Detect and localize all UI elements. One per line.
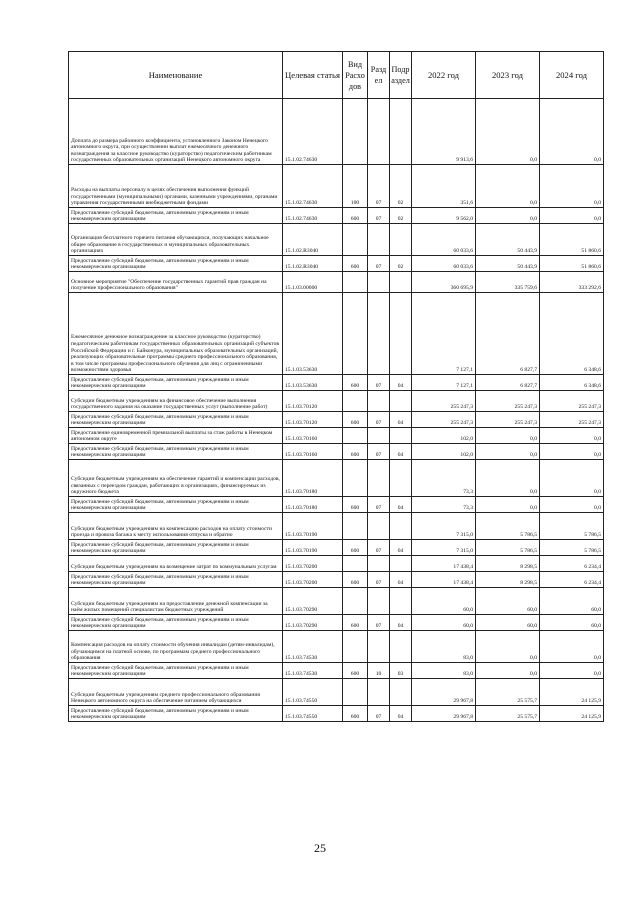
row-amount-2022: 60 033,6	[412, 224, 476, 256]
row-amount-2023: 0,0	[476, 208, 540, 224]
row-section: 07	[368, 208, 390, 224]
row-name: Субсидии бюджетным учреждениям на возмещение затрат по коммунальным услугам	[69, 556, 283, 572]
row-amount-2024: 333 292,6	[540, 272, 604, 293]
row-amount-2022: 7 315,0	[412, 540, 476, 556]
row-subsection	[390, 428, 412, 444]
row-name: Предоставление субсидий бюджетным, автономным учреждениям и иным некоммерческим организациям	[69, 208, 283, 224]
row-amount-2024: 0,0	[540, 208, 604, 224]
row-expense-kind: 600	[343, 615, 368, 631]
row-target-code: 15.1.03.70120	[283, 391, 343, 412]
row-expense-kind	[343, 588, 368, 615]
row-subsection	[390, 272, 412, 293]
row-amount-2024: 0,0	[540, 631, 604, 663]
table-row	[69, 679, 604, 706]
row-target-code: 15.1.03.74530	[283, 663, 343, 679]
row-subsection: 04	[390, 375, 412, 391]
header-target-article: Целевая статья	[283, 52, 343, 99]
row-amount-2023: 5 786,5	[476, 540, 540, 556]
row-section	[368, 679, 390, 706]
row-amount-2024: 6 234,4	[540, 572, 604, 588]
row-subsection: 04	[390, 497, 412, 513]
row-amount-2022: 102,0	[412, 444, 476, 460]
row-target-code: 15.1.03.70180	[283, 460, 343, 497]
row-amount-2022: 60 033,6	[412, 256, 476, 272]
row-section	[368, 513, 390, 540]
row-expense-kind	[343, 224, 368, 256]
row-section: 07	[368, 572, 390, 588]
row-amount-2024: 0,0	[540, 99, 604, 165]
row-amount-2024: 24 125,9	[540, 706, 604, 722]
row-amount-2023: 0,0	[476, 497, 540, 513]
row-target-code: 15.1.02.74630	[283, 208, 343, 224]
table-row	[69, 165, 604, 208]
row-section: 07	[368, 615, 390, 631]
row-amount-2022: 351,6	[412, 165, 476, 208]
row-target-code: 15.1.03.70290	[283, 615, 343, 631]
row-expense-kind: 600	[343, 497, 368, 513]
table-row	[69, 428, 604, 444]
row-amount-2022: 60,0	[412, 588, 476, 615]
row-subsection: 02	[390, 208, 412, 224]
row-target-code: 15.1.02.R3040	[283, 224, 343, 256]
row-expense-kind	[343, 293, 368, 375]
row-subsection: 04	[390, 412, 412, 428]
row-amount-2022: 29 967,8	[412, 706, 476, 722]
row-amount-2024: 0,0	[540, 165, 604, 208]
row-amount-2024: 0,0	[540, 663, 604, 679]
row-amount-2024: 24 125,9	[540, 679, 604, 706]
row-amount-2023: 0,0	[476, 428, 540, 444]
row-amount-2024: 6 348,6	[540, 293, 604, 375]
table-header-row	[69, 52, 604, 99]
row-amount-2024: 0,0	[540, 460, 604, 497]
row-target-code: 15.1.03.74530	[283, 631, 343, 663]
header-expense-kind: Вид Расхо дов	[343, 52, 368, 99]
row-target-code: 15.1.03.70200	[283, 556, 343, 572]
row-subsection	[390, 556, 412, 572]
table-row	[69, 497, 604, 513]
row-section: 07	[368, 375, 390, 391]
row-amount-2024: 5 786,5	[540, 513, 604, 540]
row-amount-2023: 255 247,3	[476, 412, 540, 428]
table-row	[69, 256, 604, 272]
row-amount-2023: 6 827,7	[476, 293, 540, 375]
row-amount-2022: 360 695,9	[412, 272, 476, 293]
row-expense-kind	[343, 556, 368, 572]
row-section	[368, 272, 390, 293]
row-section	[368, 556, 390, 572]
row-subsection	[390, 631, 412, 663]
row-amount-2024: 0,0	[540, 428, 604, 444]
row-amount-2023: 60,0	[476, 615, 540, 631]
row-amount-2023: 25 575,7	[476, 679, 540, 706]
row-amount-2023: 0,0	[476, 460, 540, 497]
table-row	[69, 375, 604, 391]
row-subsection: 04	[390, 572, 412, 588]
row-amount-2022: 60,0	[412, 615, 476, 631]
header-section: Разд ел	[368, 52, 390, 99]
row-amount-2023: 0,0	[476, 444, 540, 460]
row-name: Предоставление субсидий бюджетным, автономным учреждениям и иным некоммерческим организациям	[69, 540, 283, 556]
row-amount-2022: 17 438,4	[412, 572, 476, 588]
row-amount-2022: 29 967,8	[412, 679, 476, 706]
row-expense-kind: 600	[343, 572, 368, 588]
row-amount-2023: 5 786,5	[476, 513, 540, 540]
header-year-2024: 2024 год	[540, 52, 604, 99]
row-name: Предоставление субсидий бюджетным, автономным учреждениям и иным некоммерческим организациям	[69, 375, 283, 391]
row-amount-2022: 17 438,4	[412, 556, 476, 572]
table-row	[69, 615, 604, 631]
row-section	[368, 460, 390, 497]
row-target-code: 15.1.03.70190	[283, 513, 343, 540]
row-amount-2022: 102,0	[412, 428, 476, 444]
row-expense-kind	[343, 513, 368, 540]
row-amount-2022: 83,0	[412, 663, 476, 679]
row-section: 07	[368, 165, 390, 208]
row-name: Предоставление субсидий бюджетным, автономным учреждениям и иным некоммерческим организациям	[69, 444, 283, 460]
row-amount-2023: 0,0	[476, 631, 540, 663]
row-expense-kind	[343, 428, 368, 444]
row-amount-2024: 60,0	[540, 615, 604, 631]
row-section: 07	[368, 444, 390, 460]
row-target-code: 15.1.03.70180	[283, 497, 343, 513]
row-target-code: 15.1.03.74550	[283, 706, 343, 722]
row-expense-kind: 600	[343, 375, 368, 391]
row-target-code: 15.1.03.70200	[283, 572, 343, 588]
row-subsection	[390, 224, 412, 256]
row-expense-kind: 600	[343, 208, 368, 224]
row-name: Ежемесячное денежное вознаграждение за классное руководство (кураторство) педагогическим работникам государственных образовательных организаций субъектов Российской Федерации и г. Байконура, муниципальных образовательных организаций, реализующих образовательные программы среднего профессионального образования, в том числе программы профессионального обучения для лиц с ограниченными возможностями здоровья	[69, 293, 283, 375]
table-row	[69, 556, 604, 572]
row-expense-kind	[343, 272, 368, 293]
table-row	[69, 706, 604, 722]
table-row	[69, 99, 604, 165]
row-amount-2023: 60,0	[476, 588, 540, 615]
row-section	[368, 631, 390, 663]
row-amount-2023: 25 575,7	[476, 706, 540, 722]
row-amount-2023: 50 443,9	[476, 224, 540, 256]
row-name: Расходы на выплаты персоналу в целях обеспечения выполнения функций государственными (муниципальными) органами, казенными учреждениями, органами управления государственными внебюджетными фондами	[69, 165, 283, 208]
row-expense-kind: 600	[343, 444, 368, 460]
row-subsection: 03	[390, 663, 412, 679]
row-name: Субсидии бюджетным учреждениям на финансовое обеспечение выполнения государственного задания на оказание государственных услуг (выполнение работ)	[69, 391, 283, 412]
row-target-code: 15.1.02.R3040	[283, 256, 343, 272]
row-amount-2024: 60,0	[540, 588, 604, 615]
header-subsection: Подр аздел	[390, 52, 412, 99]
row-expense-kind	[343, 99, 368, 165]
budget-table	[68, 51, 604, 722]
row-section	[368, 428, 390, 444]
row-amount-2024: 255 247,3	[540, 412, 604, 428]
row-target-code: 15.1.03.00000	[283, 272, 343, 293]
row-section: 07	[368, 706, 390, 722]
row-amount-2022: 7 127,1	[412, 375, 476, 391]
table-row	[69, 224, 604, 256]
header-year-2023: 2023 год	[476, 52, 540, 99]
row-amount-2024: 255 247,3	[540, 391, 604, 412]
row-subsection	[390, 391, 412, 412]
table-row	[69, 412, 604, 428]
page-number: 25	[314, 841, 326, 855]
table-row	[69, 572, 604, 588]
row-name: Доплата до размера районного коэффициента, установленного Законом Ненецкого автономного округа, при осуществлении выплат ежемесячного денежного вознаграждения за классное руководство (кураторство) педагогическим работникам государственных образовательных организаций Ненецкого автономного округа	[69, 99, 283, 165]
budget-table-sheet	[68, 51, 603, 722]
table-row	[69, 460, 604, 497]
table-row	[69, 293, 604, 375]
row-name: Субсидии бюджетным учреждениям на компенсацию расходов на оплату стоимости проезда и провоза багажа к месту использования отпуска и обратно	[69, 513, 283, 540]
row-subsection: 02	[390, 256, 412, 272]
row-expense-kind	[343, 460, 368, 497]
row-amount-2022: 9 562,0	[412, 208, 476, 224]
row-amount-2023: 8 298,5	[476, 572, 540, 588]
row-target-code: 15.1.03.70160	[283, 428, 343, 444]
row-subsection	[390, 513, 412, 540]
row-section	[368, 99, 390, 165]
row-name: Организация бесплатного горячего питания обучающихся, получающих начальное общее образование в государственных и муниципальных образовательных организациях	[69, 224, 283, 256]
row-target-code: 15.1.03.70120	[283, 412, 343, 428]
row-amount-2022: 9 913,6	[412, 99, 476, 165]
row-amount-2022: 7 315,0	[412, 513, 476, 540]
row-subsection	[390, 99, 412, 165]
row-amount-2024: 51 860,6	[540, 224, 604, 256]
row-name: Предоставление субсидий бюджетным, автономным учреждениям и иным некоммерческим организациям	[69, 663, 283, 679]
row-subsection: 04	[390, 540, 412, 556]
row-amount-2023: 335 759,6	[476, 272, 540, 293]
row-subsection	[390, 588, 412, 615]
row-expense-kind: 600	[343, 706, 368, 722]
row-subsection	[390, 460, 412, 497]
row-target-code: 15.1.03.74550	[283, 679, 343, 706]
row-expense-kind: 600	[343, 540, 368, 556]
row-amount-2022: 83,0	[412, 631, 476, 663]
row-target-code: 15.1.03.53630	[283, 293, 343, 375]
row-amount-2023: 8 298,5	[476, 556, 540, 572]
row-target-code: 15.1.03.53630	[283, 375, 343, 391]
row-section: 10	[368, 663, 390, 679]
row-section	[368, 588, 390, 615]
row-name: Предоставление субсидий бюджетным, автономным учреждениям и иным некоммерческим организациям	[69, 572, 283, 588]
row-amount-2023: 0,0	[476, 165, 540, 208]
table-row	[69, 663, 604, 679]
row-expense-kind: 600	[343, 256, 368, 272]
table-row	[69, 391, 604, 412]
row-amount-2023: 255 247,3	[476, 391, 540, 412]
row-expense-kind: 600	[343, 663, 368, 679]
row-subsection: 04	[390, 444, 412, 460]
row-name: Субсидии бюджетным учреждениям на предоставление денежной компенсации за наём жилых помещений специалистам бюджетных учреждений	[69, 588, 283, 615]
row-name: Предоставление субсидий бюджетным, автономным учреждениям и иным некоммерческим организациям	[69, 412, 283, 428]
header-name: Наименование	[69, 52, 283, 99]
row-section	[368, 224, 390, 256]
row-amount-2024: 5 786,5	[540, 540, 604, 556]
row-target-code: 15.1.02.74630	[283, 165, 343, 208]
row-section: 07	[368, 256, 390, 272]
row-amount-2023: 0,0	[476, 99, 540, 165]
row-name: Предоставление субсидий бюджетным, автономным учреждениям и иным некоммерческим организациям	[69, 706, 283, 722]
row-expense-kind: 100	[343, 165, 368, 208]
row-target-code: 15.1.03.70290	[283, 588, 343, 615]
row-name: Субсидии бюджетным учреждениям на обеспечение гарантий и компенсации расходов, связанных с переездом граждан, работающих в организациях, финансируемых из окружного бюджета	[69, 460, 283, 497]
row-target-code: 15.1.03.70190	[283, 540, 343, 556]
row-section	[368, 293, 390, 375]
row-name: Предоставление субсидий бюджетным, автономным учреждениям и иным некоммерческим организациям	[69, 615, 283, 631]
row-expense-kind: 600	[343, 412, 368, 428]
row-amount-2022: 255 247,3	[412, 412, 476, 428]
table-row	[69, 588, 604, 615]
row-expense-kind	[343, 391, 368, 412]
row-target-code: 15.1.03.70160	[283, 444, 343, 460]
row-section: 07	[368, 412, 390, 428]
row-name: Предоставление единовременной премиальной выплаты за стаж работы в Ненецком автономном округе	[69, 428, 283, 444]
row-subsection: 04	[390, 706, 412, 722]
row-amount-2023: 0,0	[476, 663, 540, 679]
row-amount-2022: 73,3	[412, 460, 476, 497]
row-subsection: 04	[390, 615, 412, 631]
header-year-2022: 2022 год	[412, 52, 476, 99]
row-expense-kind	[343, 631, 368, 663]
row-amount-2023: 6 827,7	[476, 375, 540, 391]
table-body	[69, 99, 604, 722]
row-amount-2024: 0,0	[540, 444, 604, 460]
row-expense-kind	[343, 679, 368, 706]
row-name: Субсидии бюджетным учреждениям среднего профессионального образования Ненецкого автономного округа на обеспечение питанием обучающихся	[69, 679, 283, 706]
row-name: Предоставление субсидий бюджетным, автономным учреждениям и иным некоммерческим организациям	[69, 497, 283, 513]
row-amount-2022: 7 127,1	[412, 293, 476, 375]
row-name: Основное мероприятие "Обеспечение государственных гарантий прав граждан на получение профессионального образования"	[69, 272, 283, 293]
row-section: 07	[368, 497, 390, 513]
row-section	[368, 391, 390, 412]
row-name: Компенсация расходов на оплату стоимости обучения инвалидам (детям-инвалидам), обучающимся на платной основе, по программам среднего профессионального образования	[69, 631, 283, 663]
table-row	[69, 444, 604, 460]
row-amount-2024: 6 348,6	[540, 375, 604, 391]
row-target-code: 15.1.02.74630	[283, 99, 343, 165]
table-row	[69, 631, 604, 663]
row-amount-2024: 51 860,6	[540, 256, 604, 272]
table-row	[69, 208, 604, 224]
row-subsection: 02	[390, 165, 412, 208]
row-subsection	[390, 679, 412, 706]
table-row	[69, 513, 604, 540]
row-amount-2022: 73,3	[412, 497, 476, 513]
row-subsection	[390, 293, 412, 375]
row-amount-2022: 255 247,3	[412, 391, 476, 412]
row-name: Предоставление субсидий бюджетным, автономным учреждениям и иным некоммерческим организациям	[69, 256, 283, 272]
row-amount-2023: 50 443,9	[476, 256, 540, 272]
row-amount-2024: 0,0	[540, 497, 604, 513]
table-row	[69, 540, 604, 556]
row-section: 07	[368, 540, 390, 556]
table-row	[69, 272, 604, 293]
row-amount-2024: 6 234,4	[540, 556, 604, 572]
